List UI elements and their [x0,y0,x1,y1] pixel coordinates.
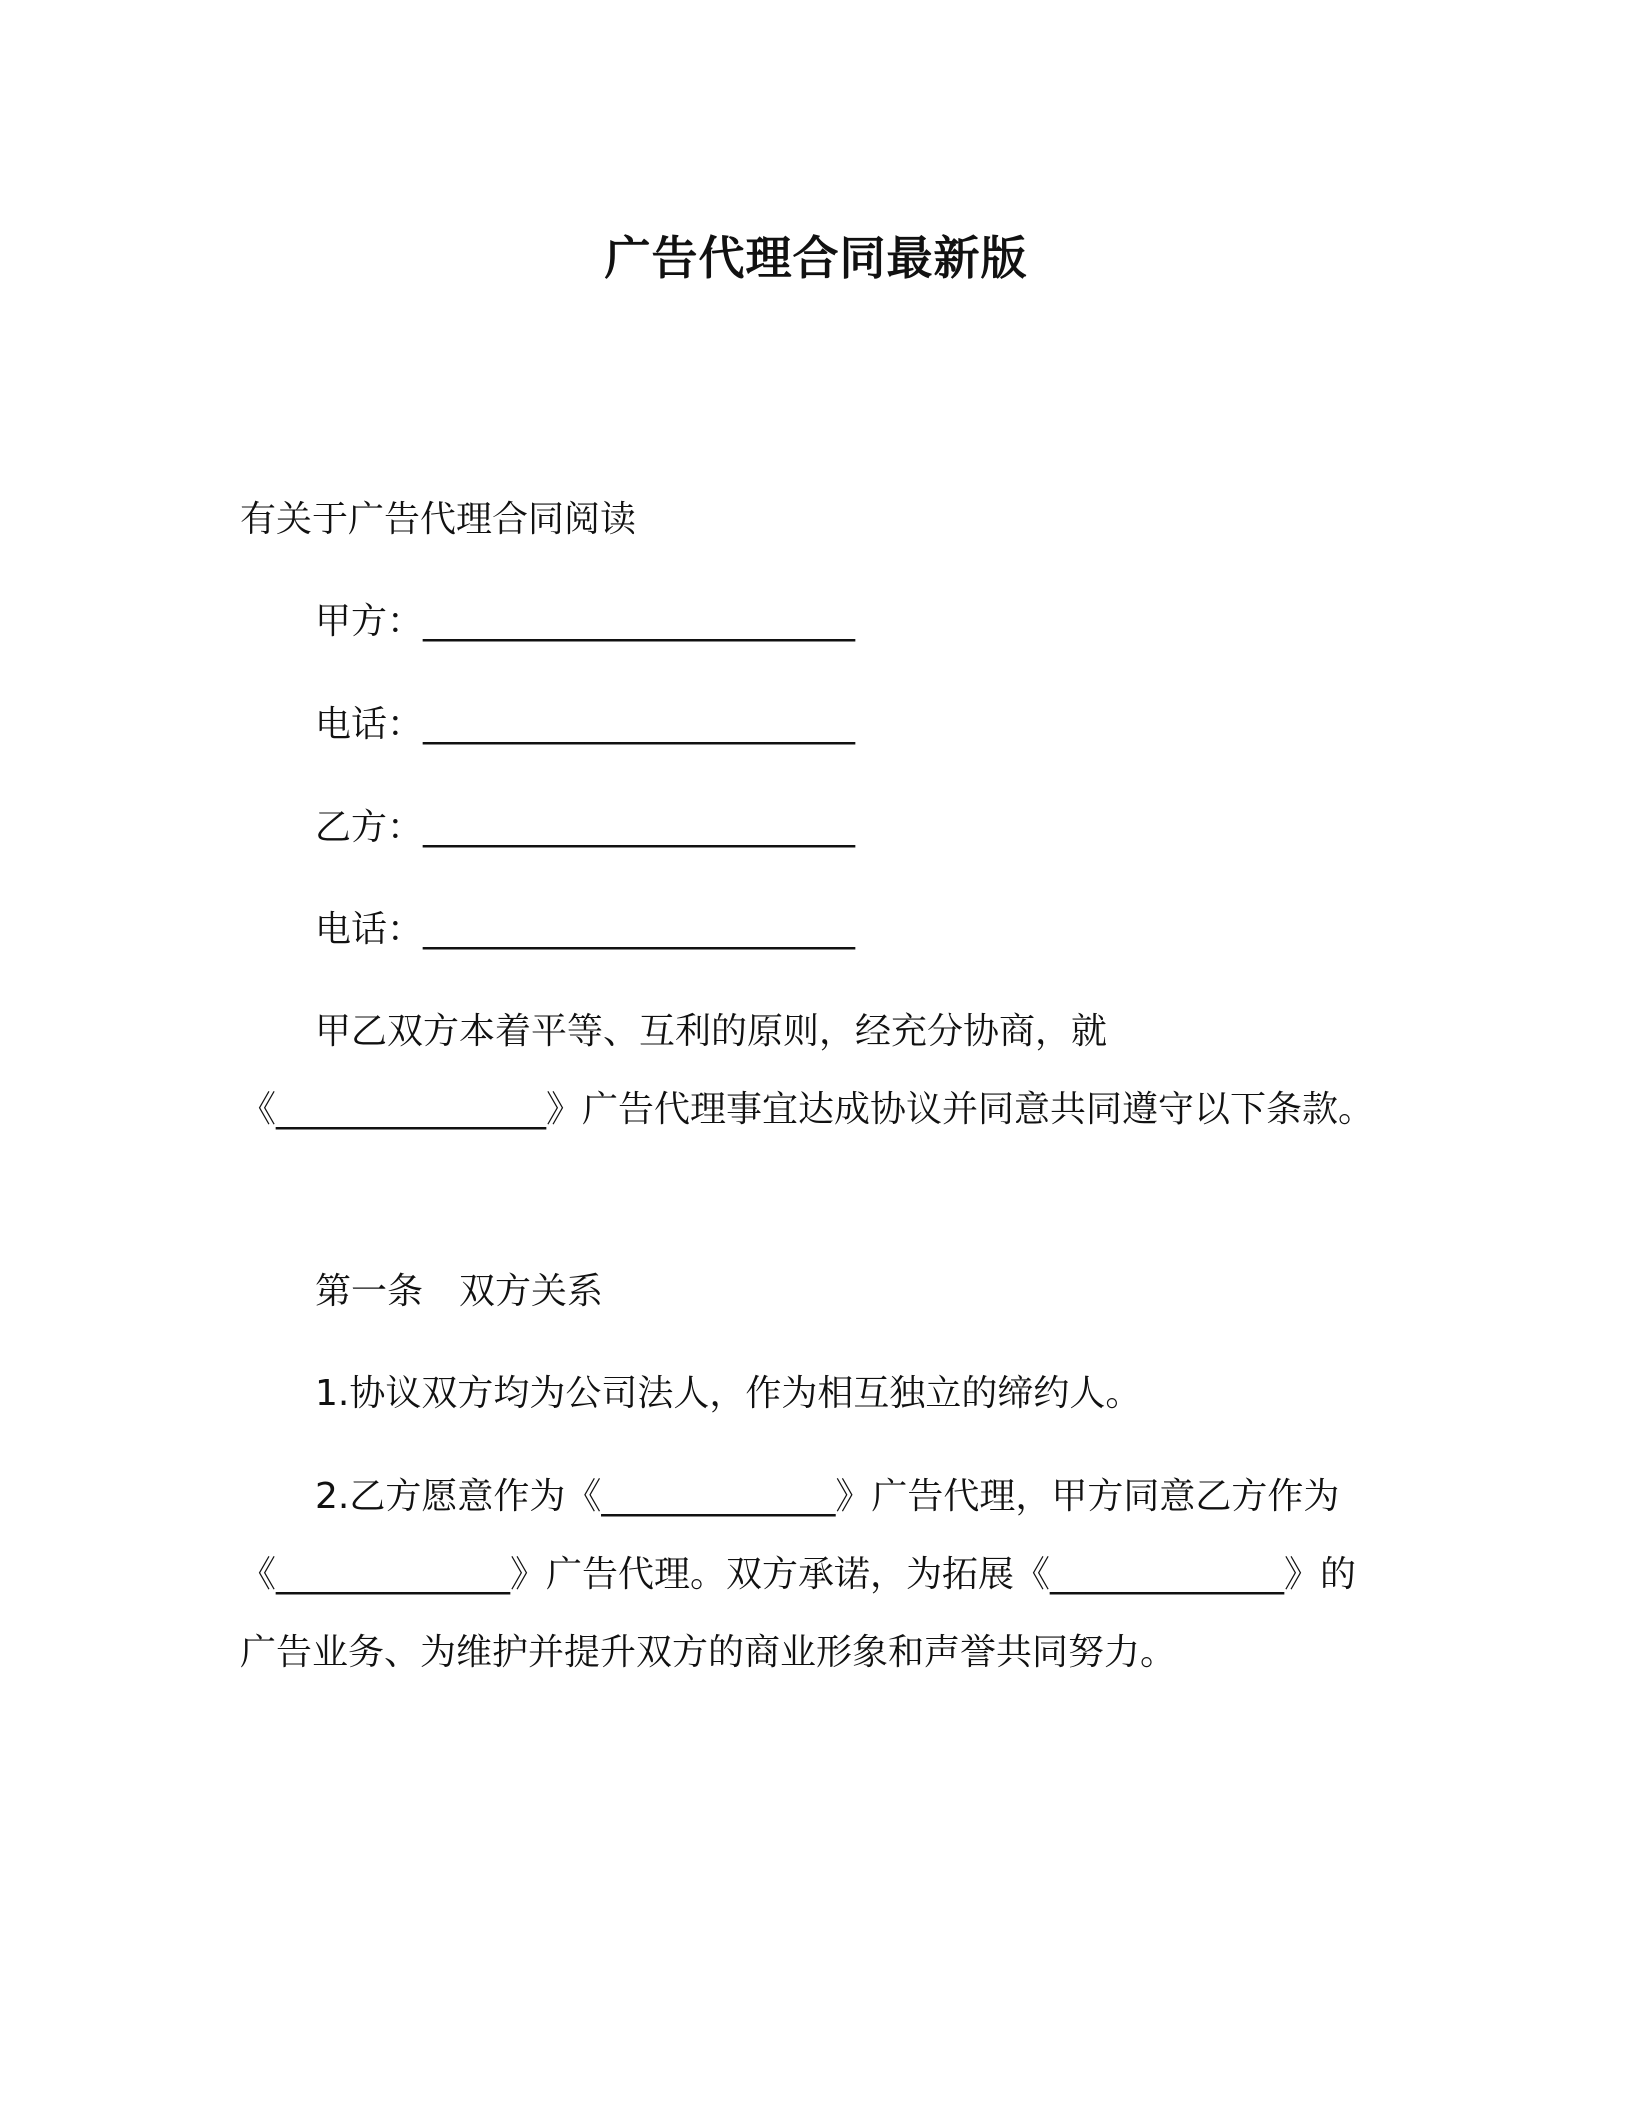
party-b-field: 乙方：________________________ [315,807,856,848]
party-a-phone-field: 电话：________________________ [315,704,856,745]
article-1-heading: 第一条 双方关系 [315,1271,604,1312]
article-1-item-2: 2.乙方愿意作为《_____________》广告代理，甲方同意乙方作为《_____________》广告代理。双方承诺，为拓展《_____________》的广告业务、为维护并提升双方的商业形象和声誉共同努力。 [240,1476,1357,1673]
party-b-phone-field: 电话：________________________ [315,909,856,950]
document-title: 广告代理合同最新版 [604,231,1028,285]
article-1-item-1: 1.协议双方均为公司法人，作为相互独立的缔约人。 [315,1373,1142,1414]
party-a-field: 甲方：________________________ [315,601,856,642]
preamble-paragraph: 甲乙双方本着平等、互利的原则，经充分协商，就《_______________》广告代理事宜达成协议并同意共同遵守以下条款。 [240,1011,1375,1130]
intro-line: 有关于广告代理合同阅读 [240,499,637,540]
